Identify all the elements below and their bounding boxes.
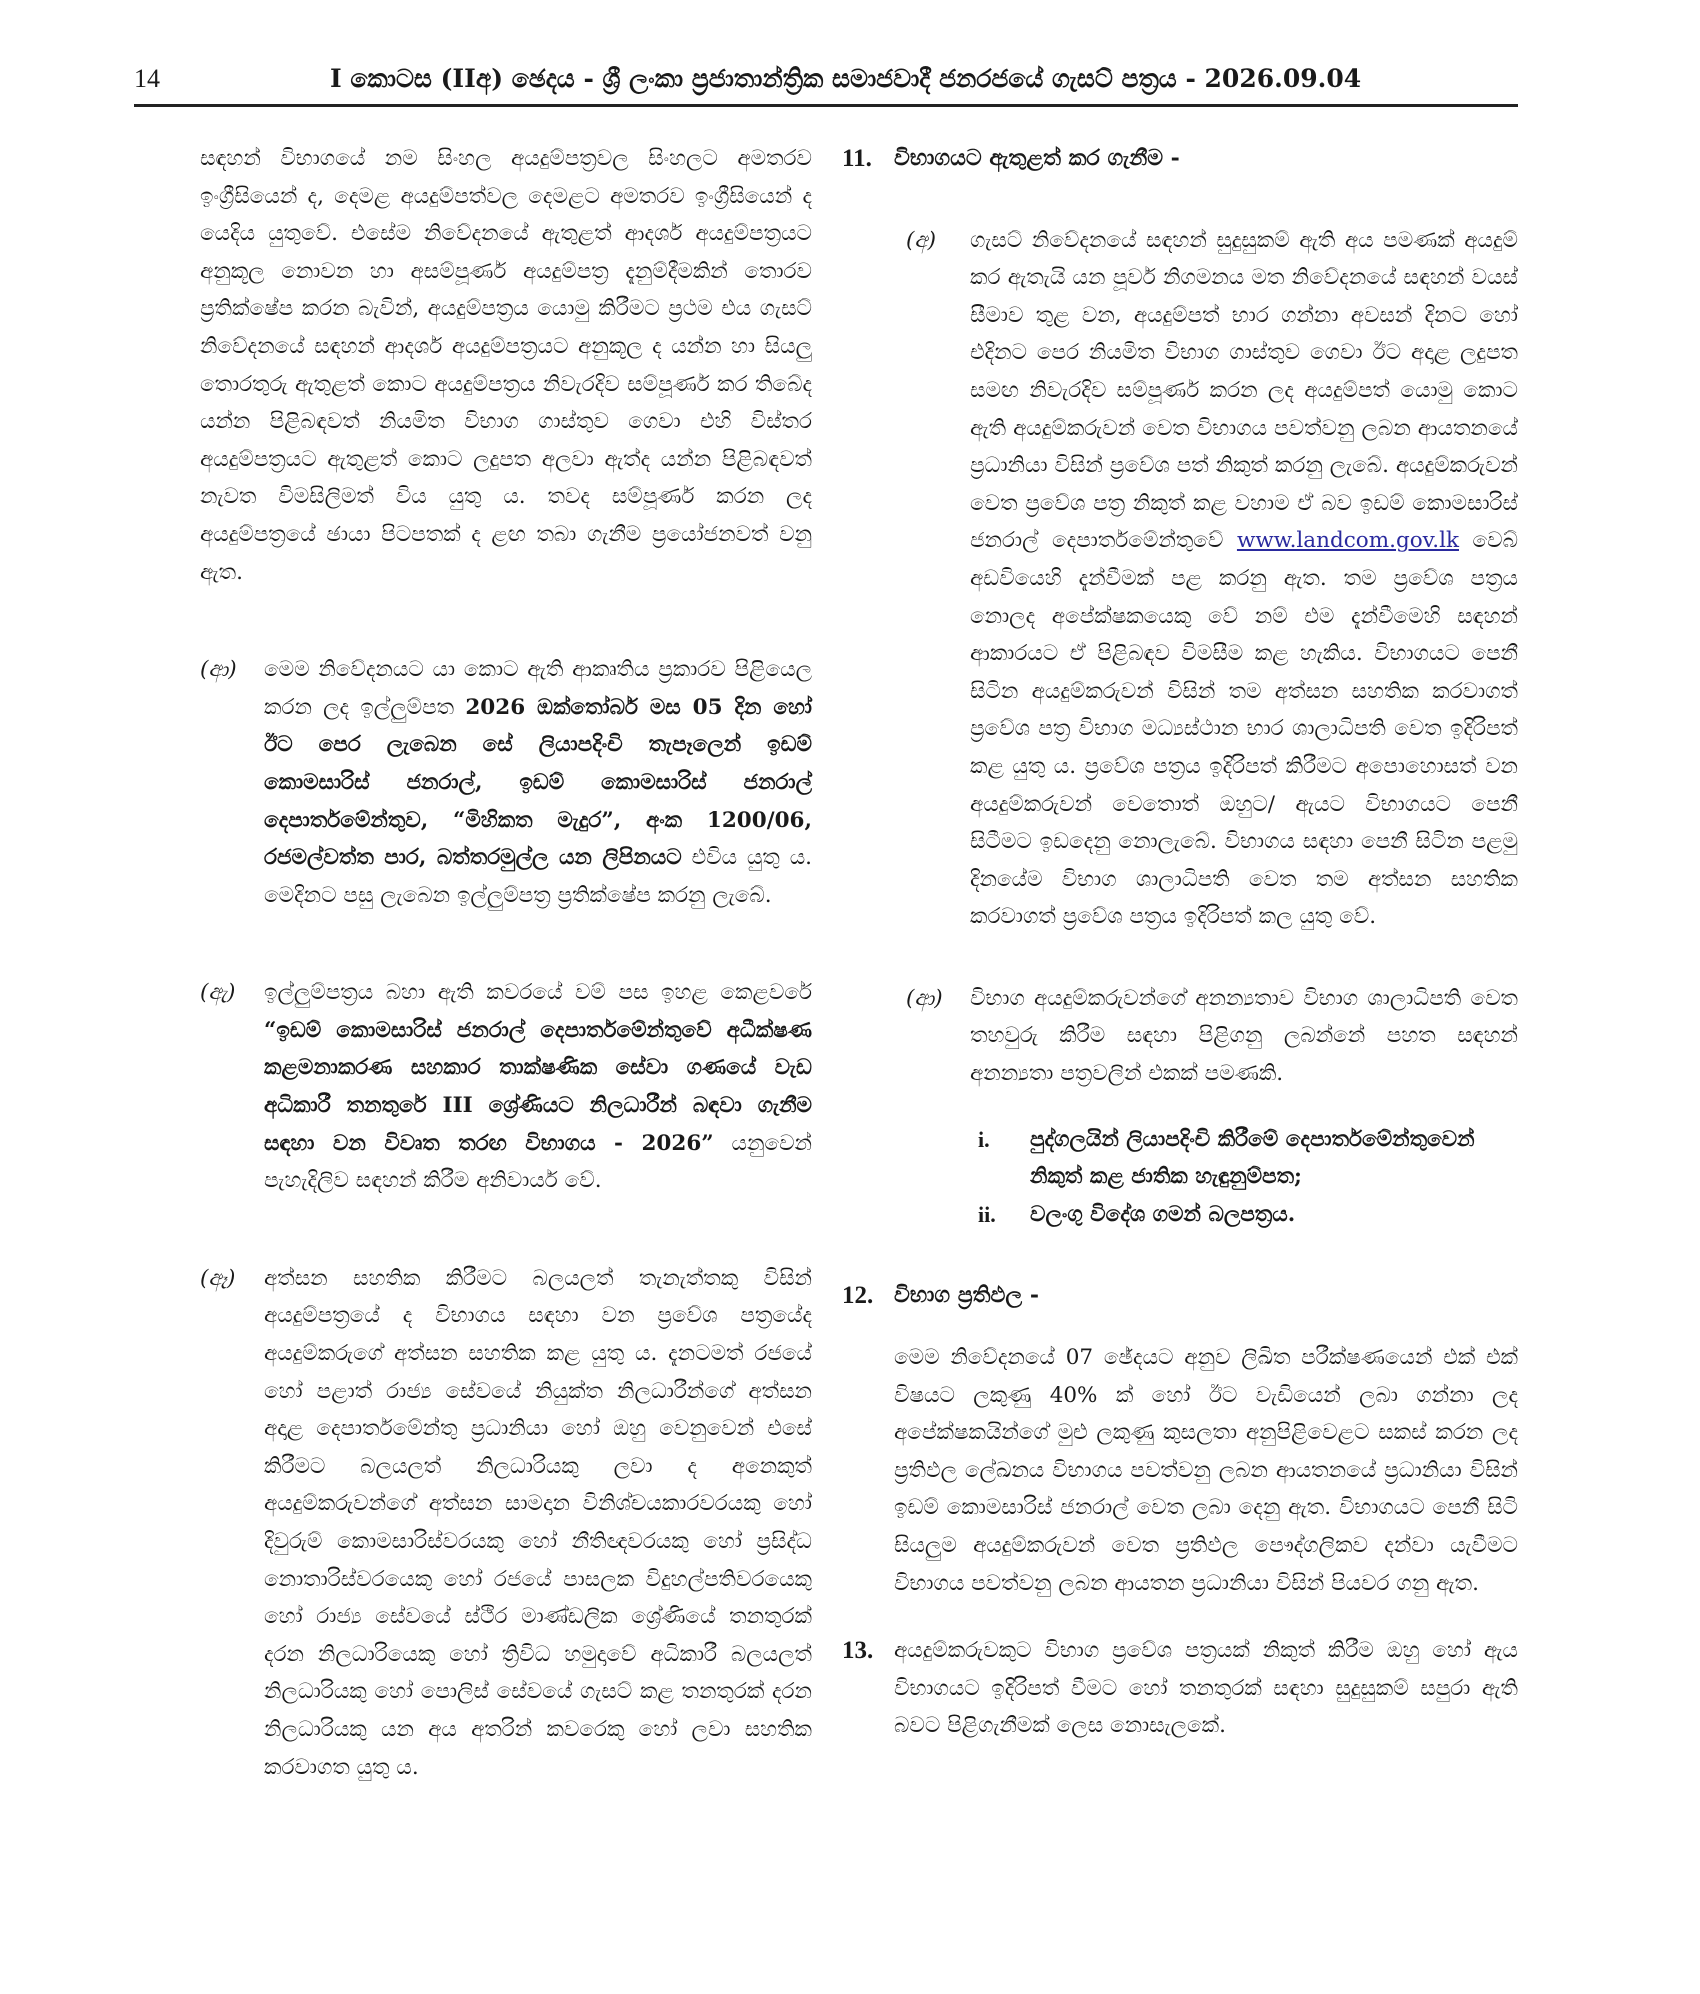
clause-ae2-text: අත්සන සහතික කිරීමට බලයලත් තැනැත්තකු විසින් අයදුම්පත්‍රයේ ද විභාගය සඳහා වන ප්‍රවේශ පත්‍රයේද අයදුම්කරුගේ අත්සන සහතික කළ යුතු ය. දැනටමත් රජයේ හෝ පළාත් රාජ්‍ය සේවයේ නියුක්ත නිලධාරීන්ගේ අත්සන අදාළ දෙපාර්තමේන්තු ප්‍රධානියා හෝ ඔහු වෙනුවෙන් එසේ කිරීමට බලයලත් නිලධාරියකු ලවා ද අනෙකුත් අයදුම්කරුවන්ගේ අත්සන සාමදාන විනිශ්චයකාරවරයකු හෝ දිවුරුම් කොමසාරිස්වරයකු හෝ නීතිඥවරයකු හෝ ප්‍රසිද්ධ නොතාරිස්වරයෙකු හෝ රජයේ පාසලක විදුහල්පතිවරයෙකු හෝ රාජ්‍ය සේවයේ ස්ථිර මාණ්ඩලික ශ්‍රේණියේ තනතුරක් දරන නිලධාරියෙකු හෝ ත්‍රිවිධ හමුදාවේ අධිකාරී බලයලත් නිලධාරියකු හෝ පොලිස් සේවයේ ගැසට් කළ තනතුරක් දරන නිලධාරියකු යන අය අතරින් කවරෙකු හෝ ලවා සහතික කරවාගත යුතු ය.	[264, 1265, 812, 1780]
section-13-number: 13.	[842, 1637, 874, 1665]
clause-ae-mark: (ඇ)	[200, 980, 236, 1006]
clause-11a-mark: (අ)	[906, 227, 937, 253]
right-column	[842, 140, 1518, 1745]
gazette-title: I කොටස (IIඅ) ඡෙදය - ශ්‍රී ලංකා ප්‍රජාතාන්ත්‍රික සමාජවාදී ජනරජයේ ගැසට් පත්‍රය - 2026.09.04	[330, 64, 1362, 93]
section-11-heading	[842, 140, 1518, 178]
list-item-text: වලංගු විදේශ ගමන් බලපත්‍රය.	[1030, 1201, 1296, 1227]
section-12-text: මෙම නිවේදනයේ 07 ඡේදයට අනුව ලිඛිත පරීක්ෂණයෙන් එක් එක් විෂයට ලකුණු 40% ක් හෝ ඊට වැඩියෙන් ලබා ගන්නා ලද අපේක්ෂකයින්ගේ මුළු ලකුණු කුසලතා අනුපිළිවෙළට සකස් කරන ලද ප්‍රතිඵල ලේඛනය විභාගය පවත්වනු ලබන ආයතනයේ ප්‍රධානියා විසින් ඉඩම් කොමසාරිස් ජනරාල් වෙත ලබා දෙනු ඇත. විභාගයට පෙනී සිටි සියලුම අයදුම්කරුවන් වෙත ප්‍රතිඵල පෞද්ගලිකව දන්වා යැවීමට විභාගය පවත්වනු ලබන ආයතන ප්‍රධානියා විසින් පියවර ගනු ඇත.	[894, 1345, 1518, 1596]
clause-11a-text: ගැසට් නිවේදනයේ සඳහන් සුදුසුකම් ඇති අය පමණක් අයදුම් කර ඇතැයි යන පූර්ව නිගමනය මත නිවේදනයේ සඳහන් වයස් සීමාව තුළ වන, අයදුම්පත් භාර ගන්නා අවසන් දිනට හෝ එදිනට පෙර නියමිත විභාග ගාස්තුව ගෙවා ඊට අදාළ ලදුපත සමඟ නිවැරදිව සම්පූර්ණ කරන ලද අයදුම්පත් යොමු කොට ඇති අයදුම්කරුවන් වෙත විභාගය පවත්වනු ලබන ආයතනයේ ප්‍රධානියා විසින් ප්‍රවේශ පත් නිකුත් කරනු ලැබේ. අයදුම්කරුවන් වෙත ප්‍රවේශ පත්‍ර නිකුත් කළ වහාම ඒ බව ඉඩම් කොමසාරිස් ජනරාල් දෙපාර්තමේන්තුවේ www.landcom.gov.lk වෙබ් අඩවියෙහි දැන්වීමක් පළ කරනු ඇත. තම ප්‍රවේශ පත්‍රය නොලද අපේක්ෂකයෙකු වේ නම් එම දැන්වීමෙහි සඳහන් ආකාරයට ඒ පිළිබඳව විමසීම කළ හැකිය. විභාගයට පෙනී සිටින අයදුම්කරුවන් විසින් තම අත්සන සහතික කරවාගත් ප්‍රවේශ පත්‍ර විභාග මධ්‍යස්ථාන භාර ශාලාධිපති වෙත ඉදිරිපත් කළ යුතු ය. ප්‍රවේශ පත්‍රය ඉදිරිපත් කිරීමට අපොහොසත් වන අයදුම්කරුවන් වෙතොත් ඔහුට/ ඇයට විභාගයට පෙනී සිටීමට ඉඩදෙනු නොලැබේ. විභාගය සඳහා පෙනී සිටින පළමු දිනයේම විභාග ශාලාධිපති වෙත තම අත්සන සහතික කරවාගත් ප්‍රවේශ පත්‍රය ඉදිරිපත් කල යුතු වේ.	[970, 227, 1518, 930]
list-item-text: පුද්ගලයින් ලියාපදිංචි කිරීමේ දෙපාර්තමේන්තුවෙන් නිකුත් කළ ජාතික හැඳුනුම්පත;	[1030, 1126, 1475, 1190]
clause-aa-text: මෙම නිවේදනයට යා කොට ඇති ආකෘතිය ප්‍රකාරව පිළියෙල කරන ලද ඉල්ලුම්පත 2026 ඔක්තෝබර් මස 05 දින හෝ ඊට පෙර ලැබෙන සේ ලියාපදිංචි තැපෑලෙන් ඉඩම් කොමසාරිස් ජනරාල්, ඉඩම් කොමසාරිස් ජනරාල් දෙපාර්තමේන්තුව, “මිහිකත මැදුර”, අංක 1200/06, රජමල්වත්ත පාර, බත්තරමුල්ල යන ලිපිනයට එවිය යුතු ය. මෙදිනට පසු ලැබෙන ඉල්ලුම්පත්‍ර ප්‍රතික්ෂේප කරනු ලැබේ.	[264, 657, 812, 908]
page-header	[134, 64, 1518, 104]
list-item-number: ii.	[978, 1201, 996, 1227]
clause-ae2	[200, 1260, 812, 1786]
clause-11a	[842, 222, 1518, 936]
clause-11b-text: විභාග අයදුම්කරුවන්ගේ අනන්‍යතාව විභාග ශාලාධිපති වෙත තහවුරු කිරීම සඳහා පිළිගනු ලබන්නේ පහත සඳහන් අනන්‍යතා පත්‍රවලින් එකක් පමණකි.	[970, 985, 1518, 1087]
clause-aa-mark: (ආ)	[200, 657, 237, 683]
clause-11b	[842, 980, 1518, 1093]
section-12-title: විභාග ප්‍රතිඵල -	[894, 1282, 1039, 1309]
list-item-number: i.	[978, 1126, 990, 1152]
section-11-number: 11.	[842, 145, 872, 172]
section-12-heading	[842, 1277, 1518, 1315]
clause-ae-text: ඉල්ලුම්පත්‍රය බහා ඇති කවරයේ වම් පස ඉහළ කෙළවරේ “ඉඩම් කොමසාරිස් ජනරාල් දෙපාර්තමේන්තුවේ අධීක්ෂණ කළමනාකරණ සහකාර තාක්ෂණික සේවා ගණයේ වැඩ අධිකාරී තනතුරේ III ශ්‍රේණියට නිලධාරීන් බඳවා ගැනීම සඳහා වන විවෘත තරඟ විභාගය - 2026” යනුවෙන් පැහැදිලිව සඳහන් කිරීම අනිවාර්ය වේ.	[264, 980, 813, 1194]
section-12-number: 12.	[842, 1282, 874, 1310]
clause-aa	[200, 651, 812, 914]
clause-ae2-mark: (ඈ)	[200, 1265, 236, 1291]
page-number: 14	[134, 64, 160, 93]
header-rule	[134, 104, 1518, 107]
id-document-list	[842, 1121, 1518, 1234]
section-12-body	[842, 1339, 1518, 1602]
section-13-text: අයදුම්කරුවකුට විභාග ප්‍රවේශ පත්‍රයක් නිකුත් කිරීම ඔහු හෝ ඇය විභාගයට ඉදිරිපත් වීමට හෝ තනතුරක් සඳහා සුදුසුකම් සපුරා ඇති බවට පිළිගැනීමක් ලෙස නොසැලකේ.	[894, 1638, 1518, 1739]
intro-paragraph: සඳහන් විභාගයේ නම සිංහල අයදුම්පත්‍රවල සිංහලට අමතරව ඉංග්‍රීසියෙන් ද, දෙමළ අයදුම්පත්වල දෙමළට අමතරව ඉංග්‍රීසියෙන් ද යෙදිය යුතුවේ. එසේම නිවේදනයේ ඇතුළත් ආදර්ශ අයදුම්පත්‍රයට අනුකූල නොවන හා අසම්පූර්ණ අයදුම්පත්‍ර දැනුම්දීමකින් තොරව ප්‍රතික්ෂේප කරන බැවින්, අයදුම්පත්‍රය යොමු කිරීමට ප්‍රථම එය ගැසට් නිවේදනයේ සඳහන් ආදර්ශ අයදුම්පත්‍රයට අනුකූල ද යන්න හා සියලු තොරතුරු ඇතුළත් කොට අයදුම්පත්‍රය නිවැරදිව සම්පූර්ණ කර තිබේද යන්න පිළිබඳවත් නියමිත විභාග ගාස්තුව ගෙවා එහි විස්තර අයදුම්පත්‍රයට ඇතුළත් කොට ලදුපත අලවා ඇත්ද යන්න පිළිබඳවත් නැවත විමසිලිමත් විය යුතු ය. තවද සම්පූර්ණ කරන ලද අයදුම්පත්‍රයේ ඡායා පිටපතක් ද ළඟ තබා ගැනීම ප්‍රයෝජනවත් වනු ඇත.	[200, 146, 812, 585]
list-item	[978, 1196, 1518, 1234]
clause-ae	[200, 974, 812, 1200]
clause-11b-mark: (ආ)	[906, 985, 943, 1011]
landcom-website-link[interactable]: www.landcom.gov.lk	[1236, 528, 1459, 554]
left-column	[200, 140, 812, 1786]
section-11-title: විභාගයට ඇතුළත් කර ගැනීම -	[894, 145, 1180, 171]
section-13	[842, 1632, 1518, 1745]
list-item	[978, 1121, 1518, 1196]
